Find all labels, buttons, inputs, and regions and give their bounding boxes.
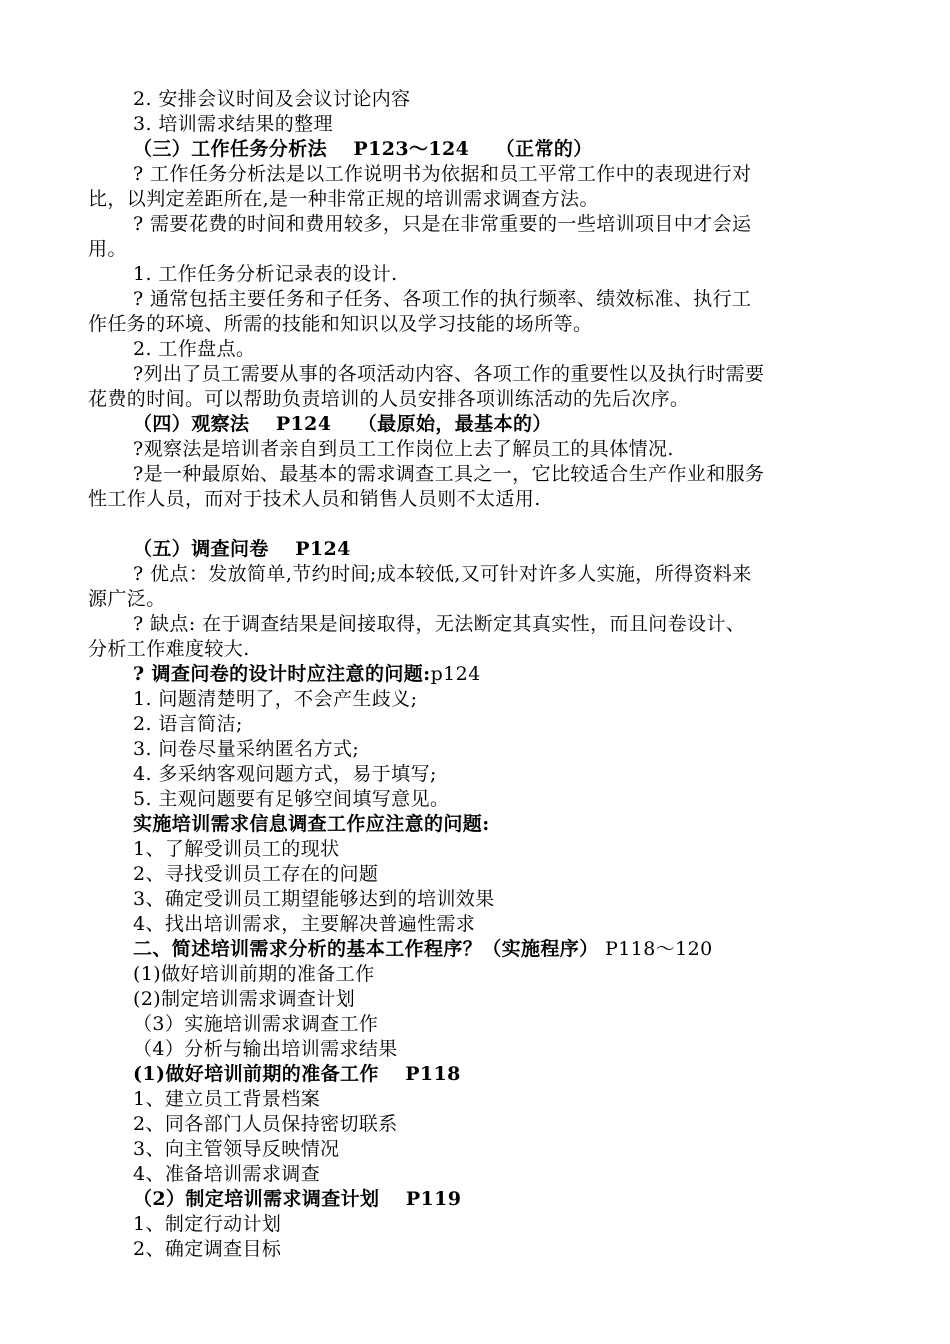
list-item: (2)制定培训需求调查计划: [133, 988, 356, 1010]
list-item: 2、确定调查目标: [133, 1238, 282, 1260]
list-item: 3、确定受训员工期望能够达到的培训效果: [133, 888, 495, 910]
paragraph-line: ? 需要花费的时间和费用较多，只是在非常重要的一些培训项目中才会运: [133, 213, 752, 235]
paragraph-line: 分析工作难度较大.: [88, 638, 250, 660]
subsection-heading-text: ? 调查问卷的设计时应注意的问题:: [133, 663, 431, 685]
paragraph-line: 比，以判定差距所在,是一种非常正规的培训需求调查方法。: [88, 188, 599, 210]
list-item: 3. 问卷尽量采纳匿名方式;: [133, 738, 360, 760]
list-item: 2、寻找受训员工存在的问题: [133, 863, 379, 885]
paragraph-line: ? 通常包括主要任务和子任务、各项工作的执行频率、绩效标准、执行工: [133, 288, 752, 310]
paragraph-line: ? 工作任务分析法是以工作说明书为依据和员工平常工作中的表现进行对: [133, 163, 752, 185]
section-heading: [133, 937, 713, 962]
list-item: 1、了解受训员工的现状: [133, 838, 340, 860]
page-reference: p124: [430, 663, 481, 685]
paragraph-line: 花费的时间。可以帮助负责培训的人员安排各项训练活动的先后次序。: [88, 388, 690, 410]
subsection-heading: 实施培训需求信息调查工作应注意的问题:: [133, 813, 490, 835]
paragraph-line: ? 缺点: 在于调查结果是间接取得，无法断定其真实性，而且问卷设计、: [133, 613, 746, 635]
paragraph-line: ?观察法是培训者亲自到员工工作岗位上去了解员工的具体情况.: [133, 438, 674, 460]
section-heading-text: 二、简述培训需求分析的基本工作程序？（实施程序）: [133, 938, 599, 960]
list-item: 3、向主管领导反映情况: [133, 1138, 340, 1160]
subsection-heading: [133, 662, 481, 687]
section-heading: （三）工作任务分析法 P123～124 （正常的）: [133, 138, 593, 160]
list-item: （3）实施培训需求调查工作: [133, 1013, 379, 1035]
list-item: 4、准备培训需求调查: [133, 1163, 321, 1185]
paragraph-line: ? 优点：发放简单,节约时间;成本较低,又可针对许多人实施，所得资料来: [133, 563, 752, 585]
paragraph-line: 用。: [88, 238, 127, 260]
list-item: 2. 工作盘点。: [133, 338, 256, 360]
section-heading: （五）调查问卷 P124: [133, 538, 351, 560]
list-item: 4、找出培训需求，主要解决普遍性需求: [133, 913, 476, 935]
list-item: (1)做好培训前期的准备工作: [133, 963, 375, 985]
subsection-heading: （2）制定培训需求调查计划 P119: [133, 1188, 462, 1210]
paragraph-line: 源广泛。: [88, 588, 166, 610]
subsection-heading: (1)做好培训前期的准备工作 P118: [133, 1063, 461, 1085]
page-reference: P118～120: [598, 938, 713, 960]
list-item: 2. 语言简洁;: [133, 713, 243, 735]
paragraph-line: ?是一种最原始、最基本的需求调查工具之一，它比较适合生产作业和服务: [133, 463, 765, 485]
list-item: 5. 主观问题要有足够空间填写意见。: [133, 788, 450, 810]
list-item: 2. 安排会议时间及会议讨论内容: [133, 88, 411, 110]
list-item: 1. 问题清楚明了，不会产生歧义;: [133, 688, 418, 710]
paragraph-line: 作任务的环境、所需的技能和知识以及学习技能的场所等。: [88, 313, 593, 335]
list-item: 1、制定行动计划: [133, 1213, 282, 1235]
paragraph-line: ?列出了员工需要从事的各项活动内容、各项工作的重要性以及执行时需要: [133, 363, 765, 385]
paragraph-line: 性工作人员，而对于技术人员和销售人员则不太适用.: [88, 488, 541, 510]
list-item: 2、同各部门人员保持密切联系: [133, 1113, 398, 1135]
list-item: 4. 多采纳客观问题方式，易于填写;: [133, 763, 437, 785]
list-item: 1、建立员工背景档案: [133, 1088, 321, 1110]
list-item: 3. 培训需求结果的整理: [133, 113, 333, 135]
section-heading: （四）观察法 P124 （最原始，最基本的）: [133, 413, 552, 435]
list-item: （4）分析与输出培训需求结果: [133, 1038, 398, 1060]
list-item: 1. 工作任务分析记录表的设计.: [133, 263, 398, 285]
